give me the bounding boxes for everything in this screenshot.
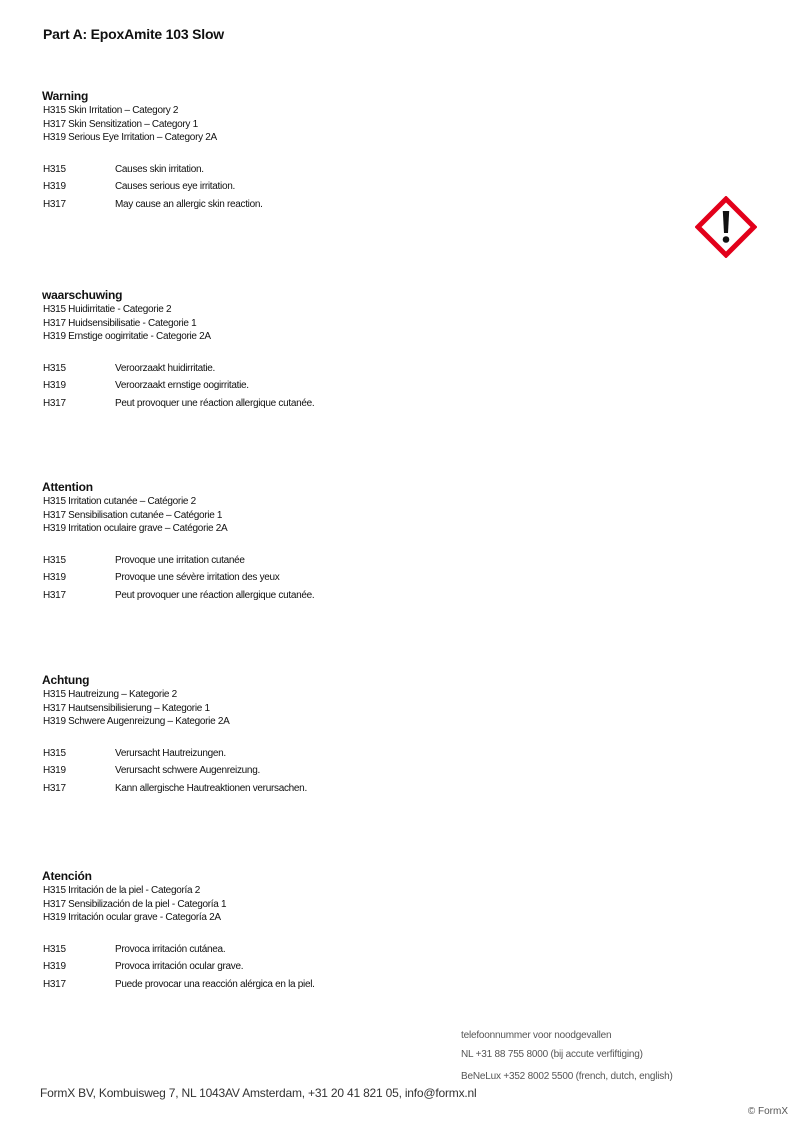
classification-line: H315 Irritation cutanée – Catégorie 2	[43, 496, 196, 507]
statement-code: H317	[43, 198, 66, 210]
classification-line: H315 Irritación de la piel - Categoría 2	[43, 885, 200, 896]
hazard-section-french	[42, 479, 642, 604]
hazard-section-spanish	[42, 868, 642, 993]
statement-code: H315	[43, 362, 66, 374]
statement-code: H317	[43, 782, 66, 794]
statement-text: Veroorzaakt huidirritatie.	[115, 362, 216, 374]
classification-line: H315 Skin Irritation – Category 2	[43, 105, 179, 116]
statement-code: H315	[43, 163, 66, 175]
statement-text: Peut provoquer une réaction allergique cutanée.	[115, 397, 315, 409]
classification-line: H315 Huidirritatie - Categorie 2	[43, 304, 172, 315]
hazard-section-dutch	[42, 287, 642, 412]
hazard-statement	[42, 780, 642, 798]
statement-text: Kann allergische Hautreaktionen verursachen.	[115, 782, 307, 794]
emergency-contact	[461, 1028, 673, 1088]
classification-line: H315 Hautreizung – Kategorie 2	[43, 689, 177, 700]
hazard-section-german	[42, 672, 642, 797]
classification-line: H319 Irritation oculaire grave – Catégorie 2A	[43, 523, 228, 534]
statement-code: H315	[43, 943, 66, 955]
copyright-notice: © FormX	[747, 1106, 788, 1117]
hazard-statement	[42, 360, 642, 378]
classification-line: H319 Irritación ocular grave - Categoría 2A	[43, 912, 221, 923]
hazard-statement	[42, 196, 642, 214]
classification-line: H317 Sensibilisation cutanée – Catégorie 1	[43, 509, 223, 521]
statement-code: H319	[43, 380, 66, 391]
hazard-statement	[42, 762, 642, 780]
company-address: FormX BV, Kombuisweg 7, NL 1043AV Amsterdam, +31 20 41 821 05, info@formx.nl	[40, 1086, 477, 1100]
emergency-phone-benelux: BeNeLux +352 8002 5500 (french, dutch, english)	[461, 1071, 673, 1082]
hazard-statement	[42, 161, 642, 179]
statement-text: Provoca irritación cutánea.	[115, 943, 226, 955]
section-heading: waarschuwing	[42, 288, 123, 302]
statement-code: H315	[43, 554, 66, 566]
statement-code: H317	[43, 589, 66, 601]
statement-text: Causes serious eye irritation.	[115, 181, 235, 192]
statement-code: H315	[43, 747, 66, 759]
classification-line: H317 Sensibilización de la piel - Categoría 1	[43, 898, 227, 910]
section-heading: Attention	[42, 480, 93, 494]
hazard-statement	[42, 395, 642, 413]
hazard-statement	[42, 552, 642, 570]
page-title: Part A: EpoxAmite 103 Slow	[43, 26, 224, 42]
statement-text: Provoque une irritation cutanée	[115, 554, 245, 566]
statement-text: Provoca irritación ocular grave.	[115, 961, 244, 972]
hazard-statement	[42, 941, 642, 959]
statement-text: Verursacht Hautreizungen.	[115, 747, 226, 759]
statement-text: Causes skin irritation.	[115, 163, 204, 175]
hazard-statement	[42, 569, 642, 587]
statement-text: Veroorzaakt ernstige oogirritatie.	[115, 380, 249, 391]
classification-line: H317 Skin Sensitization – Category 1	[43, 118, 198, 130]
hazard-section-english	[42, 88, 642, 213]
hazard-statement	[42, 587, 642, 605]
section-heading: Achtung	[42, 673, 90, 687]
statement-text: Peut provoquer une réaction allergique cutanée.	[115, 589, 315, 601]
hazard-statement	[42, 745, 642, 763]
hazard-statement	[42, 178, 642, 196]
section-heading: Warning	[42, 89, 89, 103]
statement-text: Puede provocar una reacción alérgica en la piel.	[115, 978, 315, 990]
classification-line: H317 Hautsensibilisierung – Kategorie 1	[43, 702, 210, 714]
statement-text: May cause an allergic skin reaction.	[115, 198, 263, 210]
hazard-statements	[42, 745, 642, 798]
classification-line: H319 Ernstige oogirritatie - Categorie 2A	[43, 331, 211, 342]
statement-code: H319	[43, 765, 66, 776]
classification-line: H317 Huidsensibilisatie - Categorie 1	[43, 317, 197, 329]
statement-code: H317	[43, 397, 66, 409]
statement-code: H317	[43, 978, 66, 990]
statement-code: H319	[43, 572, 66, 583]
statement-code: H319	[43, 181, 66, 192]
statement-code: H319	[43, 961, 66, 972]
emergency-label: telefoonnummer voor noodgevallen	[461, 1030, 612, 1041]
classification-line: H319 Serious Eye Irritation – Category 2A	[43, 132, 217, 143]
statement-text: Verursacht schwere Augenreizung.	[115, 765, 260, 776]
hazard-statement	[42, 976, 642, 994]
hazard-statements	[42, 552, 642, 605]
emergency-phone-nl: NL +31 88 755 8000 (bij accute verfiftiging)	[461, 1049, 643, 1060]
hazard-statements	[42, 941, 642, 994]
section-heading: Atención	[42, 869, 92, 883]
hazard-statements	[42, 161, 642, 214]
classification-line: H319 Schwere Augenreizung – Kategorie 2A	[43, 716, 230, 727]
statement-text: Provoque une sévère irritation des yeux	[115, 572, 280, 583]
hazard-statements	[42, 360, 642, 413]
hazard-statement	[42, 377, 642, 395]
ghs-exclamation-mark-icon	[695, 196, 757, 258]
hazard-statement	[42, 958, 642, 976]
